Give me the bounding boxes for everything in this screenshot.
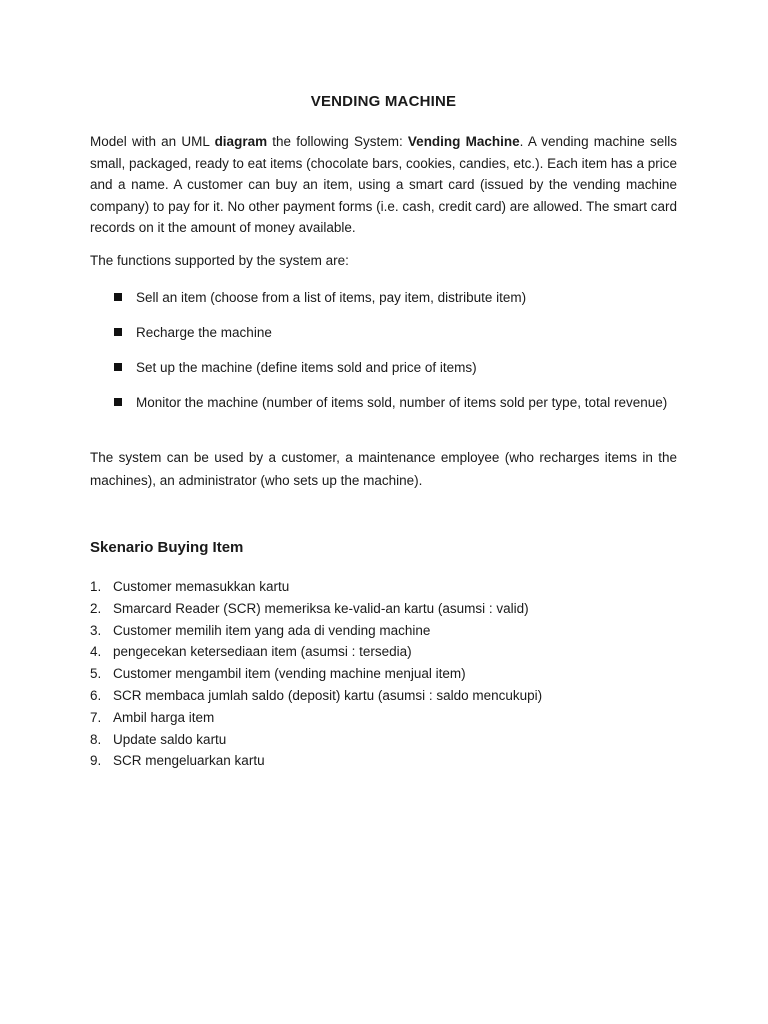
function-item-text: Monitor the machine (number of items sold, number of items sold per type, total revenue)	[136, 395, 668, 411]
intro-text-2: the following System:	[267, 134, 408, 149]
step-text: Ambil harga item	[113, 709, 215, 725]
scenario-step	[90, 576, 677, 598]
intro-bold-diagram: diagram	[214, 134, 268, 149]
functions-lead: The functions supported by the system are:	[90, 253, 349, 268]
step-number: 7.	[90, 709, 102, 725]
functions-list	[90, 287, 677, 427]
scenario-steps-list	[90, 576, 677, 772]
step-number: 4.	[90, 644, 102, 660]
step-number: 1.	[90, 579, 102, 594]
step-text: SCR membaca jumlah saldo (deposit) kartu (asumsi : saldo mencukupi)	[113, 687, 543, 703]
square-bullet-icon	[114, 293, 122, 301]
intro-bold-system: Vending Machine	[407, 134, 520, 149]
function-item	[90, 392, 677, 414]
scenario-step	[90, 641, 677, 663]
step-number: 6.	[90, 687, 102, 703]
square-bullet-icon	[114, 328, 122, 336]
scenario-step	[90, 707, 677, 729]
square-bullet-icon	[114, 363, 122, 371]
document-title: VENDING MACHINE	[310, 93, 457, 110]
scenario-step	[90, 663, 677, 685]
step-number: 2.	[90, 600, 102, 616]
intro-text-1: Model with an UML	[90, 134, 215, 149]
step-number: 3.	[90, 622, 102, 638]
scenario-step	[90, 750, 677, 772]
scenario-step	[90, 685, 677, 707]
scenario-heading: Skenario Buying Item	[90, 539, 244, 556]
step-text: Customer mengambil item (vending machine menjual item)	[113, 666, 466, 682]
users-paragraph: The system can be used by a customer, a maintenance employee (who recharges items in the machines), an administrator (who sets up the machine).	[90, 450, 677, 488]
step-text: Customer memilih item yang ada di vending machine	[113, 622, 431, 638]
step-text: SCR mengeluarkan kartu	[113, 753, 265, 769]
function-item-text: Set up the machine (define items sold and price of items)	[136, 360, 477, 376]
function-item-text: Recharge the machine	[136, 325, 272, 341]
step-number: 8.	[90, 731, 102, 747]
intro-text-3: . A vending machine sells small, packaged, ready to eat items (chocolate bars, cookies, candies, etc.). Each item has a price and a name. A customer can buy an item, using a smart card (issued by the vending machine company) to pay for it. No other payment forms (i.e. cash, credit card) are allowed. The smart card records on it the amount of money available.	[90, 134, 677, 236]
square-bullet-icon	[114, 398, 122, 406]
function-item	[90, 322, 677, 344]
scenario-step	[90, 598, 677, 620]
step-text: Update saldo kartu	[113, 731, 227, 747]
step-number: 5.	[90, 666, 102, 682]
intro-paragraph	[90, 131, 677, 239]
step-number: 9.	[90, 753, 102, 769]
step-text: Smarcard Reader (SCR) memeriksa ke-valid-an kartu (asumsi : valid)	[113, 600, 529, 616]
scenario-step	[90, 729, 677, 751]
step-text: pengecekan ketersediaan item (asumsi : tersedia)	[113, 644, 412, 660]
scenario-step	[90, 620, 677, 642]
function-item-text: Sell an item (choose from a list of items, pay item, distribute item)	[136, 290, 527, 305]
function-item	[90, 357, 677, 379]
step-text: Customer memasukkan kartu	[113, 579, 290, 594]
function-item	[90, 287, 677, 309]
